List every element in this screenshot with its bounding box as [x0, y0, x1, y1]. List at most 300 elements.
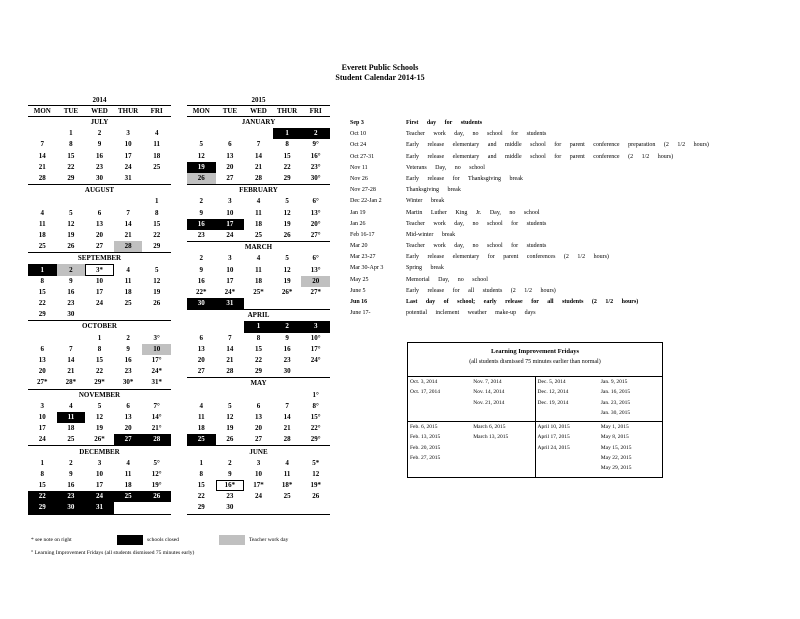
day-cell: 21 [283, 424, 291, 433]
week-row [187, 276, 330, 287]
day-cell: 13 [95, 219, 103, 228]
note-row [350, 230, 709, 241]
legend-see-note: * see note on right [31, 536, 72, 543]
day-cell: 20 [124, 424, 132, 433]
day-cell: 21 [124, 230, 132, 239]
note-row [350, 118, 709, 129]
lif-date: Nov. 7, 2014 [473, 379, 502, 385]
day-cell: 17 [124, 151, 132, 160]
week-row [187, 151, 330, 162]
week-row [28, 502, 171, 514]
day-cell: 10 [226, 208, 234, 217]
day-cell: 22 [254, 356, 262, 365]
week-row [187, 128, 330, 139]
calendar-2014 [28, 96, 171, 515]
day-cell: 13° [310, 208, 321, 217]
month-header [187, 185, 330, 197]
day-cell: 25 [67, 435, 75, 444]
day-cell: 11 [255, 265, 262, 274]
week-row [187, 502, 330, 514]
lif-date: Oct. 3, 2014 [410, 379, 438, 385]
day-cell: 30 [67, 310, 75, 319]
week-row [187, 423, 330, 434]
note-row [350, 140, 709, 151]
day-cell: 29 [28, 502, 57, 514]
day-cell: 6° [312, 197, 319, 206]
day-cell: 24* [151, 367, 162, 376]
note-date: Nov 27-28 [350, 187, 376, 194]
day-cell: 18 [197, 424, 205, 433]
day-cell [216, 321, 245, 332]
day-cell: 24 [38, 435, 46, 444]
lif-date: Oct. 17, 2014 [410, 389, 440, 396]
day-cell: 22 [153, 230, 161, 239]
day-cell: 9 [97, 140, 102, 149]
week-row [187, 401, 330, 412]
day-cell [244, 128, 273, 139]
day-cell: 3 [126, 129, 130, 138]
lif-date: Jan. 30, 2015 [600, 409, 631, 416]
month-header [187, 242, 330, 254]
day-cell: 2 [126, 333, 130, 342]
day-cell: 23 [283, 356, 291, 365]
note-text: Early release elementary and middle school for parent conference preparation (2 1/2 hours) [406, 142, 709, 149]
day-cell: 5 [285, 197, 289, 206]
day-cell: 20 [95, 230, 103, 239]
week-row [28, 401, 171, 412]
note-text: Last day of school; early release for all students (2 1/2 hours) [406, 299, 639, 305]
day-cell: 19 [283, 276, 291, 285]
week-row [28, 412, 171, 423]
note-date: Mar 30-Apr 3 [350, 265, 384, 272]
day-cell: 5 [285, 254, 289, 263]
day-cell: 15 [67, 151, 75, 160]
title-line-1: Everett Public Schools [341, 63, 419, 72]
lif-subtitle: (all students dismissed 75 minutes earlier than normal) [469, 359, 601, 365]
week-row [187, 139, 330, 150]
day-cell [142, 173, 171, 185]
day-cell: 30 [187, 298, 216, 310]
week-row [28, 173, 171, 185]
note-date: June 5 [350, 287, 366, 294]
day-cell: 18 [38, 230, 46, 239]
lif-column [536, 377, 599, 421]
day-cell: 15° [310, 412, 321, 421]
week-row [187, 480, 330, 491]
week-row [187, 390, 330, 401]
day-cell: 19* [310, 481, 321, 490]
day-cell: 5 [97, 401, 102, 410]
day-cell: 15 [38, 287, 46, 296]
week-row [28, 208, 171, 219]
day-header: WED [85, 106, 114, 117]
day-cell: 6 [256, 401, 261, 410]
day-cell: 31 [124, 174, 132, 183]
day-cell: 15 [95, 356, 103, 365]
day-cell: 25 [124, 299, 132, 308]
day-cell: 22 [283, 162, 291, 171]
week-row [187, 366, 330, 378]
note-row [350, 263, 709, 274]
day-cell: 3 [228, 254, 232, 263]
day-cell: 24 [85, 491, 114, 502]
note-text: Teacher work day, no school for students [406, 131, 547, 138]
day-cell: 14° [151, 412, 162, 421]
day-cell: 13 [197, 344, 205, 353]
day-cell: 9 [199, 265, 204, 274]
day-cell [114, 502, 143, 514]
day-cell: 24 [254, 492, 262, 501]
day-cell: 27 [197, 367, 205, 376]
month-name: DECEMBER [28, 446, 171, 458]
lif-date: April 10, 2015 [537, 424, 570, 430]
week-row [187, 230, 330, 242]
day-cell: 16* [216, 480, 245, 491]
day-cell: 19 [95, 424, 103, 433]
note-text: Martin Luther King Jr. Day, no school [406, 209, 540, 216]
day-cell: 14 [67, 356, 75, 365]
day-cell: 2 [273, 321, 302, 332]
week-row [187, 253, 330, 264]
day-cell: 20 [197, 356, 205, 365]
day-cell: 6 [97, 208, 102, 217]
day-cell: 17 [95, 481, 103, 490]
day-cell: 15 [283, 151, 291, 160]
day-cell: 18 [124, 287, 132, 296]
note-date: Jan 26 [350, 220, 366, 227]
week-row [187, 219, 330, 230]
day-cell: 6 [199, 333, 204, 342]
lif-grid-top [408, 376, 662, 421]
day-cell: 29 [283, 174, 291, 183]
day-cell: 26 [226, 435, 234, 444]
day-cell: 18 [124, 481, 132, 490]
week-row [187, 196, 330, 207]
day-cell: 14 [124, 219, 132, 228]
lif-date: Jan. 23, 2015 [600, 399, 631, 406]
day-cell: 1 [244, 321, 273, 332]
note-text: Thanksgiving break [406, 187, 461, 194]
week-row [28, 469, 171, 480]
day-cell: 26 [67, 242, 75, 251]
day-cell: 18 [254, 276, 262, 285]
day-cell [301, 366, 330, 378]
note-date: Oct 27-31 [350, 153, 375, 160]
day-cell: 8 [154, 208, 159, 217]
day-cell: 21° [151, 424, 162, 433]
day-cell: 1 [40, 458, 45, 467]
lif-date: Feb. 6, 2015 [410, 424, 438, 430]
notes-list [350, 118, 709, 319]
note-row [350, 185, 709, 196]
day-cell [142, 502, 171, 514]
day-cell: 8 [97, 344, 102, 353]
day-cell: 2 [199, 254, 204, 263]
week-row [28, 355, 171, 366]
month-name: APRIL [187, 310, 330, 322]
day-cell: 4 [126, 458, 130, 467]
month-header [28, 253, 171, 265]
day-cell: 25 [38, 242, 46, 251]
day-cell: 25 [153, 162, 161, 171]
day-cell [57, 333, 86, 344]
lif-date: May 22, 2015 [600, 454, 632, 461]
day-cell: 24 [95, 299, 103, 308]
day-cell [244, 390, 273, 401]
day-cell: 22 [38, 299, 46, 308]
note-date: May 25 [350, 276, 369, 283]
lif-date: Dec. 5, 2014 [537, 379, 566, 385]
lif-date: March 13, 2015 [473, 434, 509, 441]
week-row [187, 458, 330, 469]
lif-column [599, 377, 662, 421]
day-cell: 2 [301, 128, 330, 139]
lif-grid-bottom [408, 421, 662, 477]
day-cell: 13 [124, 412, 132, 421]
year-label: 2014 [92, 96, 107, 104]
day-cell: 30 [95, 174, 103, 183]
day-cell: 1 [28, 264, 57, 275]
day-cell: 23 [197, 230, 205, 239]
legend-lif-note: ° Learning Improvement Fridays (all students dismissed 75 minutes early) [31, 549, 195, 556]
day-cell: 11 [283, 469, 291, 478]
month-name: MAY [187, 378, 330, 390]
note-date: Nov 11 [350, 164, 368, 171]
legend-row-1 [31, 533, 288, 546]
day-cell: 25 [114, 491, 143, 502]
month-name: NOVEMBER [28, 389, 171, 401]
day-cell: 16 [67, 287, 75, 296]
week-row [28, 366, 171, 377]
week-row [28, 151, 171, 162]
day-cell: 20° [310, 219, 321, 228]
note-text: Early release elementary for parent conferences (2 1/2 hours) [406, 254, 609, 261]
note-date: Oct 24 [350, 142, 367, 149]
week-row [187, 208, 330, 219]
day-cell: 3* [85, 264, 114, 275]
day-cell: 30* [122, 378, 134, 387]
note-row [350, 219, 709, 230]
day-cell: 23 [57, 491, 86, 502]
day-cell: 8 [256, 333, 261, 342]
day-cell [187, 390, 216, 401]
day-cell: 1 [199, 458, 204, 467]
day-cell: 9 [69, 276, 73, 285]
note-text: Winter break [406, 198, 445, 205]
day-cell: 10 [142, 344, 171, 355]
day-cell: 10 [226, 265, 234, 274]
week-row [28, 480, 171, 491]
note-date: Jun 16 [350, 299, 368, 305]
week-row [28, 377, 171, 389]
day-cell: 12 [95, 412, 103, 421]
day-cell: 13 [226, 151, 234, 160]
day-cell: 22 [95, 367, 103, 376]
day-cell: 19° [151, 481, 162, 490]
week-row [28, 333, 171, 344]
day-cell: 14 [254, 151, 262, 160]
lif-column [599, 422, 662, 477]
day-cell: 17 [95, 287, 103, 296]
day-cell: 18 [67, 424, 75, 433]
day-cell: 12 [197, 151, 205, 160]
note-text: potential inclement weather make-up days [406, 310, 536, 317]
day-cell: 3 [40, 401, 45, 410]
day-cell [85, 309, 114, 321]
week-row [187, 491, 330, 502]
day-cell: 11 [197, 412, 205, 421]
note-text: First day for students [406, 120, 483, 126]
day-cell: 4 [285, 458, 289, 467]
day-cell: 1 [69, 129, 73, 138]
lif-date: March 6, 2015 [473, 424, 506, 430]
day-cell: 10° [310, 333, 321, 342]
day-cell [28, 333, 57, 344]
day-cell: 8 [69, 140, 73, 149]
day-cell: 26 [187, 173, 216, 185]
day-cell: 26 [142, 491, 171, 502]
day-cell: 23 [95, 162, 103, 171]
day-cell: 9 [228, 469, 232, 478]
month-header [28, 389, 171, 401]
lif-date: April 17, 2015 [537, 434, 570, 441]
week-row [187, 434, 330, 446]
day-cell: 20 [226, 162, 234, 171]
week-row [187, 162, 330, 173]
day-cell: 17° [310, 344, 321, 353]
lif-column [536, 422, 599, 477]
day-cell: 3 [228, 197, 232, 206]
day-cell: 8 [199, 469, 204, 478]
day-cell: 28 [38, 174, 46, 183]
day-cell: 5 [154, 265, 159, 274]
week-row [187, 287, 330, 298]
day-cell: 30 [283, 367, 291, 376]
day-cell: 5 [199, 140, 204, 149]
note-text: Memorial Day, no school [406, 276, 488, 283]
day-cell: 4 [256, 254, 261, 263]
note-date: Feb 16-17 [350, 231, 375, 238]
day-cell [187, 128, 216, 139]
calendar-2015 [187, 96, 330, 515]
lif-title: Learning Improvement Fridays [491, 348, 579, 355]
day-header: TUE [57, 106, 86, 117]
legend [31, 533, 288, 559]
day-cell: 26 [153, 299, 161, 308]
day-cell: 19 [187, 162, 216, 173]
day-cell: 7 [126, 208, 130, 217]
day-cell: 24° [310, 356, 321, 365]
lif-column [471, 422, 535, 477]
month-header [187, 117, 330, 129]
day-cell: 11 [255, 208, 262, 217]
day-cell: 22 [197, 492, 205, 501]
day-cell: 27 [95, 242, 103, 251]
day-cell: 11 [38, 219, 46, 228]
week-row [187, 173, 330, 185]
day-cell: 10 [124, 140, 132, 149]
day-cell: 10 [254, 469, 262, 478]
day-cell: 15 [197, 481, 205, 490]
month-name: JULY [28, 117, 171, 129]
lif-date: Dec. 12, 2014 [537, 389, 569, 396]
day-cell [28, 196, 57, 207]
note-date: Sep 3 [350, 120, 364, 126]
lif-date: Jan. 9, 2015 [600, 379, 628, 385]
month-header [187, 446, 330, 458]
day-cell: 22* [196, 287, 207, 296]
day-cell [273, 502, 302, 514]
day-cell: 5 [69, 208, 73, 217]
note-row [350, 297, 709, 308]
week-row [187, 321, 330, 332]
day-cell: 6 [126, 401, 130, 410]
day-header: MON [28, 106, 57, 117]
day-cell: 30 [57, 502, 86, 514]
day-cell: 9° [312, 140, 319, 149]
day-cell [244, 502, 273, 514]
day-cell: 30° [310, 174, 321, 183]
day-cell: 8 [285, 140, 289, 149]
day-cell: 25 [187, 434, 216, 446]
day-cell: 3 [256, 458, 261, 467]
day-cell: 20 [38, 367, 46, 376]
month-header [28, 446, 171, 458]
day-cell [114, 309, 143, 321]
day-cell: 13 [254, 412, 262, 421]
day-cell: 27 [114, 434, 143, 446]
month-name: OCTOBER [28, 321, 171, 333]
day-cell: 11 [124, 276, 132, 285]
day-cell: 23 [124, 367, 132, 376]
day-cell: 24* [224, 287, 236, 296]
note-text: Mid-winter break [406, 231, 456, 238]
month-name: JUNE [187, 446, 330, 458]
day-cell: 3° [153, 333, 160, 342]
day-cell: 12 [283, 208, 291, 217]
day-cell: 28 [114, 241, 143, 253]
day-cell [57, 196, 86, 207]
day-cell: 23 [67, 299, 75, 308]
legend-row-2 [31, 546, 288, 559]
day-cell: 1 [154, 197, 159, 206]
day-cell: 10 [95, 276, 103, 285]
day-cell: 28 [226, 367, 234, 376]
note-date: Nov 26 [350, 175, 368, 182]
day-cell: 17* [253, 481, 264, 490]
week-row [28, 128, 171, 139]
day-cell: 12 [226, 412, 234, 421]
day-cell: 13° [310, 265, 321, 274]
day-cell: 12 [67, 219, 75, 228]
day-cell: 21 [254, 162, 262, 171]
day-cell: 4 [154, 129, 159, 138]
note-date: Mar 23-27 [350, 254, 376, 261]
day-cell: 7° [153, 401, 160, 410]
day-header: FRI [301, 106, 330, 117]
note-row [350, 241, 709, 252]
lif-column [408, 377, 471, 421]
day-cell: 9 [199, 208, 204, 217]
day-cell: 14 [283, 412, 291, 421]
day-cell: 6 [228, 140, 232, 149]
day-cell: 9 [69, 469, 73, 478]
day-cell: 31* [151, 378, 162, 387]
day-cell [142, 309, 171, 321]
lif-date: May 29, 2015 [600, 465, 632, 472]
note-row [350, 152, 709, 163]
day-cell: 26* [94, 435, 105, 444]
